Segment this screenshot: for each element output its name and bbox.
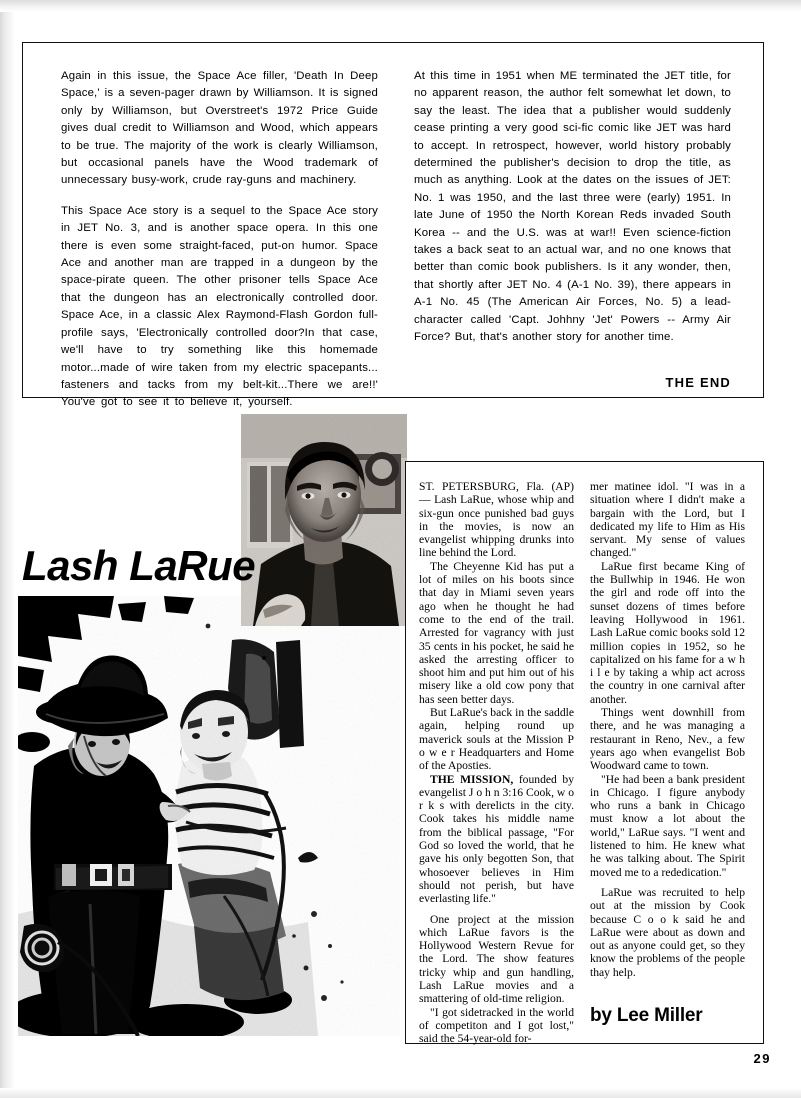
clipping-lead-in: THE MISSION, [430, 772, 514, 786]
clipping-paragraph: LaRue first became King of the Bullwhip in 1946. He won the girl and rode off into the sunset dozens of times before leaving Hollywood in 1961. Lash LaRue comic books sold 12 million copies in 1952, so he capitalized on his fame for a w h i l e by taking a whip act across the country in one carnival after another. [590, 559, 745, 706]
clipping-paragraph [419, 773, 574, 906]
scan-edge-shadow-left [0, 0, 14, 1098]
clipping-paragraph: mer matinee idol. "I was in a situation where I didn't make a bargain with the Lord, but I dedicated my life to Him as His servant. My sense of values changed." [590, 480, 745, 560]
lash-larue-portrait-photo [241, 414, 407, 626]
article-paragraph: Again in this issue, the Space Ace filler, 'Death In Deep Space,' is a seven-pager drawn by Williamson. It is signed only by Williamson, but Overstreet's 1972 Price Guide gives dual credit to Williamson and Wood, which appears to be true. The majority of the work is clearly Williamson, but occasional panels have the Wood trademark of unnecessary busy-work, crude ray-guns and machinery. [61, 70, 378, 187]
article-end-note: THE END [665, 374, 731, 390]
article-columns [61, 68, 731, 425]
clipping-right-column [590, 480, 745, 1033]
article-right-column [414, 68, 731, 425]
clipping-columns [406, 462, 763, 1046]
clipping-paragraph: But LaRue's back in the saddle again, helping round up maverick souls at the Mission P o w e r Headquarters and Home of the Aposties. [419, 706, 574, 773]
newspaper-clipping-box [405, 461, 764, 1044]
clipping-paragraph-body: founded by evangelist J o h n 3:16 Cook, w o r k s with derelicts in the city. Cook takes his middle name from the biblical passage, "For God so loved the world, that he gave his only begotten Son, that whosoever believes in Him should not perish, but have everlasting life." [419, 772, 574, 906]
feature-headline: Lash LaRue [22, 542, 256, 589]
article-byline: by Lee Miller [590, 1004, 703, 1026]
clipping-paragraph: ST. PETERSBURG, Fla. (AP) — Lash LaRue, whose whip and six-gun once punished bad guys in the movies, is now an evangelist whipping drunks into line behind the Lord. [419, 480, 574, 560]
article-left-column [61, 68, 378, 425]
clipping-left-column [419, 480, 574, 1046]
clipping-paragraph: "He had been a bank president in Chicago. I figure anybody who runs a bank in Chicago must know a lot about the world," LaRue says. "I went and listened to him. He knew what he was talking about. The Spirit moved me to a rededication." [590, 772, 745, 879]
clipping-paragraph: LaRue was recruited to help out at the mission by Cook because C o o k said he and LaRue were about as down and out as anyone could get, so they know the problems of the people thay help. [590, 885, 745, 979]
scan-edge-shadow-bottom [0, 1088, 801, 1098]
clipping-paragraph: Things went downhill from there, and he was managing a restaurant in Reno, Nev., a few years ago when evangelist Bob Woodward came to town. [590, 706, 745, 773]
clipping-paragraph: The Cheyenne Kid has put a lot of miles on his boots since that day in Miami seven years ago when he thought he had come to the end of the trail. Arrested for vagrancy with just 35 cents in his pocket, he said he asked the arresting officer to shoot him and put him out of his misery like a old cow pony that has seen better days. [419, 559, 574, 706]
article-frame-box [22, 42, 764, 409]
article-paragraph: This Space Ace story is a sequel to the Space Ace story in JET No. 3, and is another space opera. In this one there is even some straight-faced, put-on humor. Space Ace and another man are trapped in a dungeon by the space-pirate queen. The other prisoner tells Space Ace that the dungeon has an electronically controlled door. Space Ace, in a classic Alex Raymond-Flash Gordon full-profile says, 'Electronically controlled door?In that case, we'll have to try something like this homemade motor...made of wire taken from my electric spacepants... fasteners and tacks from my belt-kit...There we are!!' You've got to see it to believe it, yourself. [61, 204, 378, 409]
scan-edge-shadow-top [0, 0, 801, 12]
clipping-paragraph: "I got sidetracked in the world of competiton and I got lost," said the 54-year-old for- [419, 1005, 574, 1046]
page-number: 29 [753, 1051, 771, 1066]
lash-larue-western-movie-still-photo [18, 596, 400, 1036]
article-paragraph: At this time in 1951 when ME terminated the JET title, for no apparent reason, the author felt somewhat let down, to say the least. The idea that a publisher would suddenly cease printing a very good sci-fic comic like JET was hard to accept. In retrospect, however, world history probably determined the publisher's decision to drop the title, as much as anything. Look at the dates on the issues of JET: No. 1 was 1950, and the last three were (early) 1951. In late June of 1950 the North Korean Reds invaded South Korea -- and the U.S. was at war!! Even science-fiction takes a back seat to an actual war, and no one knows that better than comic book publishers. Is it any wonder, then, that shortly after JET No. 4 (A-1 No. 39), there appears in A-1 No. 45 (The American Air Forces, No. 5) a lead-character called 'Capt. Johhny 'Jet' Powers -- Army Air Force? But, that's another story for another time. [414, 70, 731, 344]
clipping-paragraph: One project at the mission which LaRue favors is the Hollywood Western Revue for the Lord. The show features tricky whip and gun handling, Lash LaRue movies and a smattering of old-time religion. [419, 912, 574, 1006]
